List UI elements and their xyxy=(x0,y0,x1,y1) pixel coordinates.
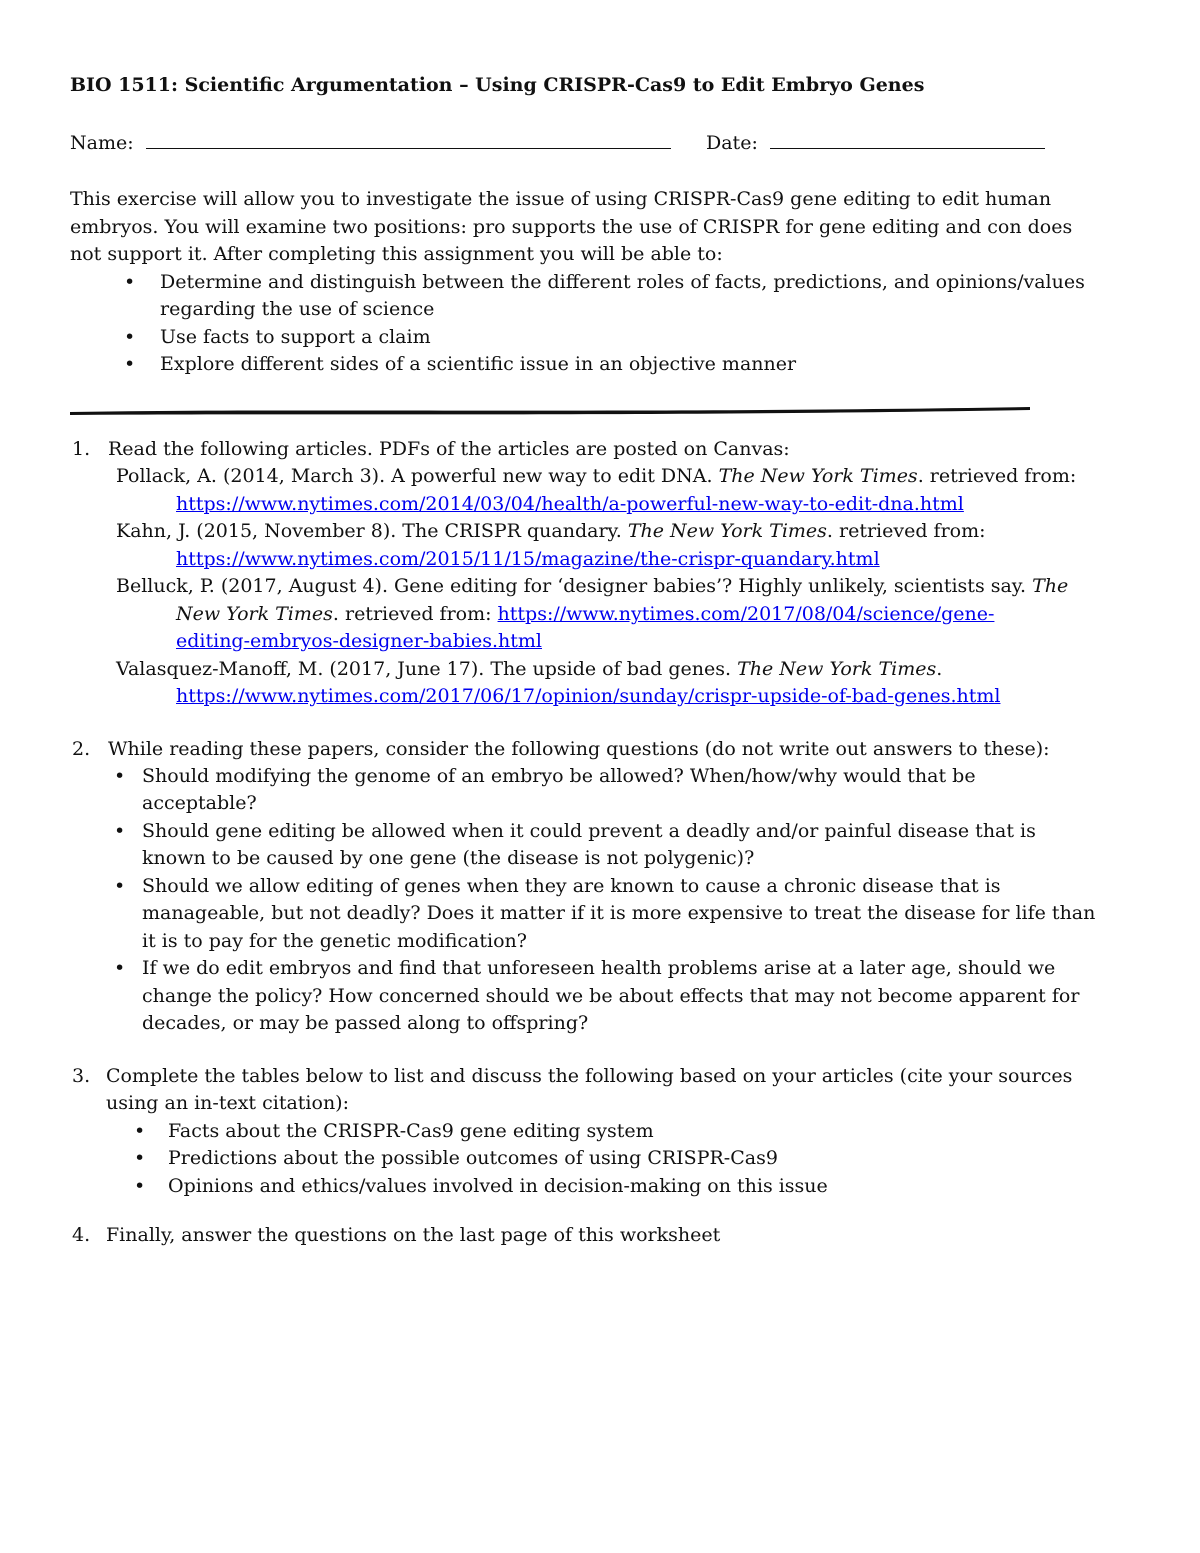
intro-line-1: This exercise will allow you to investigate the issue of using CRISPR-Cas9 gene editing to edit human xyxy=(70,188,1052,210)
point-1: Facts about the CRISPR-Cas9 gene editing system xyxy=(168,1120,654,1142)
date-field[interactable] xyxy=(770,128,1045,149)
reference-3-link[interactable]: https://www.nytimes.com/2017/08/04/science/gene- xyxy=(497,603,995,625)
question-bullet-1: • xyxy=(114,765,126,787)
question-4-line-2: change the policy? How concerned should we be about effects that may not become apparent for xyxy=(142,985,1080,1007)
date-line xyxy=(706,128,1045,158)
question-bullet-3: • xyxy=(114,875,126,897)
objective-2: Use facts to support a claim xyxy=(160,326,431,348)
question-3-line-2: manageable, but not deadly? Does it matter if it is more expensive to treat the disease for life than xyxy=(142,902,1096,924)
question-bullet-4: • xyxy=(114,957,126,979)
reference-2-link[interactable]: https://www.nytimes.com/2015/11/15/magazine/the-crispr-quandary.html xyxy=(176,548,880,570)
point-bullet-3: • xyxy=(134,1175,146,1197)
objective-1-line-1: Determine and distinguish between the different roles of facts, predictions, and opinions/values xyxy=(160,271,1085,293)
objective-1-line-2: regarding the use of science xyxy=(160,298,435,320)
item-2-intro: While reading these papers, consider the following questions (do not write out answers to these): xyxy=(108,738,1050,760)
reference-3-link-cont[interactable]: editing-embryos-designer-babies.html xyxy=(176,630,542,652)
question-3-line-1: Should we allow editing of genes when they are known to cause a chronic disease that is xyxy=(142,875,1001,897)
objective-bullet-2: • xyxy=(124,326,136,348)
reference-1-link[interactable]: https://www.nytimes.com/2014/03/04/health/a-powerful-new-way-to-edit-dna.html xyxy=(176,493,964,515)
date-label: Date: xyxy=(706,132,758,154)
intro-line-2: embryos. You will examine two positions: pro supports the use of CRISPR for gene editing and con does xyxy=(70,216,1073,238)
objective-bullet-1: • xyxy=(124,271,136,293)
name-label: Name: xyxy=(70,132,134,154)
item-2-number: 2. xyxy=(72,738,91,760)
question-4-line-1: If we do edit embryos and find that unforeseen health problems arise at a later age, should we xyxy=(142,957,1056,979)
question-2-line-1: Should gene editing be allowed when it could prevent a deadly and/or painful disease that is xyxy=(142,820,1036,842)
question-1-line-2: acceptable? xyxy=(142,792,257,814)
reference-3: Belluck, P. (2017, August 4). Gene editing for ‘designer babies’? Highly unlikely, scientists say. The xyxy=(116,575,1069,597)
section-divider xyxy=(70,402,1032,418)
point-3: Opinions and ethics/values involved in decision-making on this issue xyxy=(168,1175,828,1197)
point-2: Predictions about the possible outcomes of using CRISPR-Cas9 xyxy=(168,1147,778,1169)
name-line xyxy=(70,128,671,158)
question-1-line-1: Should modifying the genome of an embryo be allowed? When/how/why would that be xyxy=(142,765,976,787)
objective-3: Explore different sides of a scientific issue in an objective manner xyxy=(160,353,797,375)
item-4-text: Finally, answer the questions on the last page of this worksheet xyxy=(106,1224,721,1246)
intro-line-3: not support it. After completing this assignment you will be able to: xyxy=(70,243,723,265)
item-1-intro: Read the following articles. PDFs of the articles are posted on Canvas: xyxy=(108,438,790,460)
name-field[interactable] xyxy=(146,128,671,149)
reference-4-link[interactable]: https://www.nytimes.com/2017/06/17/opinion/sunday/crispr-upside-of-bad-genes.html xyxy=(176,685,1001,707)
question-4-line-3: decades, or may be passed along to offspring? xyxy=(142,1012,589,1034)
item-4-number: 4. xyxy=(72,1224,91,1246)
item-3-number: 3. xyxy=(72,1065,91,1087)
reference-3-cont: New York Times. retrieved from: https://www.nytimes.com/2017/08/04/science/gene- xyxy=(176,603,995,625)
reference-1: Pollack, A. (2014, March 3). A powerful new way to edit DNA. The New York Times. retrieved from: xyxy=(116,465,1077,487)
question-2-line-2: known to be caused by one gene (the disease is not polygenic)? xyxy=(142,847,755,869)
reference-2: Kahn, J. (2015, November 8). The CRISPR quandary. The New York Times. retrieved from: xyxy=(116,520,986,542)
item-1-number: 1. xyxy=(72,438,91,460)
question-bullet-2: • xyxy=(114,820,126,842)
objective-bullet-3: • xyxy=(124,353,136,375)
question-3-line-3: it is to pay for the genetic modification? xyxy=(142,930,527,952)
point-bullet-1: • xyxy=(134,1120,146,1142)
point-bullet-2: • xyxy=(134,1147,146,1169)
reference-4: Valasquez-Manoff, M. (2017, June 17). The upside of bad genes. The New York Times. xyxy=(116,658,943,680)
item-3-intro-line-2: using an in-text citation): xyxy=(106,1092,349,1114)
page-title: BIO 1511: Scientific Argumentation – Using CRISPR-Cas9 to Edit Embryo Genes xyxy=(70,74,925,96)
item-3-intro-line-1: Complete the tables below to list and discuss the following based on your articles (cite your sources xyxy=(106,1065,1073,1087)
